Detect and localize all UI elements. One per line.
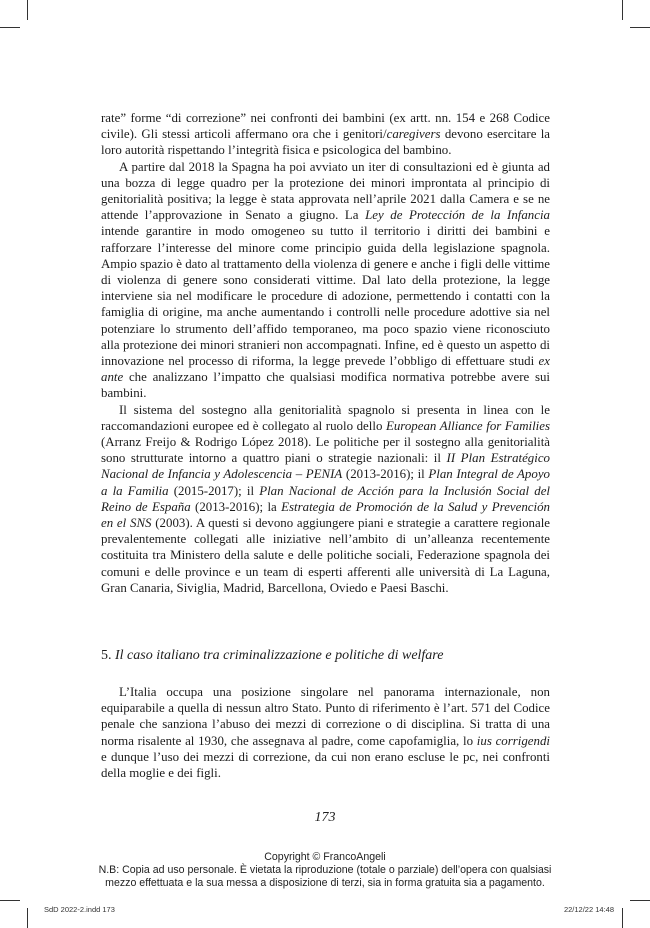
italic-run: Plan Nacional de Acción para la Inclusión Social del Reino de España	[101, 483, 550, 514]
crop-mark	[630, 27, 650, 28]
crop-mark	[27, 908, 28, 928]
italic-run: European Alliance for Families	[385, 418, 550, 433]
italic-run: ex ante	[101, 354, 550, 385]
section-heading	[101, 647, 550, 665]
body-text-lower	[101, 684, 550, 781]
section-title: Il caso italiano tra criminalizzazione e politiche di welfare	[115, 648, 444, 663]
text-run: (2015-2017); il	[168, 483, 260, 498]
text-run: (2013-2016); la	[190, 499, 282, 514]
copyright-notice	[0, 851, 650, 890]
page-number: 173	[314, 810, 336, 825]
copyright-line: N.B: Copia ad uso personale. È vietata la riproduzione (totale o parziale) dell’opera con qualsiasi	[98, 864, 552, 876]
paragraph	[101, 402, 550, 596]
text-run: (2003). A questi si devono aggiungere piani e strategie a carattere regionale prevalentemente collegati alle iniziative nell’ambito di un’alleanza recentemente costituita tra Ministero della salute e delle politiche sociali, Federazione spagnola dei comuni e delle province e un team di esperti afferenti alle università di La Laguna, Gran Canaria, Siviglia, Madrid, Barcellona, Oviedo e Paesi Baschi.	[101, 516, 550, 595]
italic-run: Estrategia de Promoción de la Salud y Prevención en el SNS	[101, 499, 551, 531]
section-number: 5.	[101, 648, 115, 663]
text-run: (2013-2016); il	[342, 467, 429, 482]
slug-file: SdD 2022-2.indd 173	[44, 905, 115, 914]
text-run: Il sistema del sostegno alla genitorialità spagnolo si presenta in linea con le raccomandazioni europee ed è collegato al ruolo dello	[101, 402, 550, 433]
crop-mark	[630, 900, 650, 901]
copyright-line: mezzo effettuata e la sua messa a disposizione di terzi, sia in forma gratuita sia a pagamento.	[105, 877, 545, 889]
crop-mark	[0, 27, 20, 28]
paragraph	[101, 159, 550, 402]
crop-mark	[622, 908, 623, 928]
italic-run: Plan Integral de Apoyo a la Familia	[101, 467, 550, 498]
italic-run: caregivers	[386, 127, 441, 142]
italic-run: Ley de Protección de la Infancia	[365, 208, 551, 223]
italic-run: ius corrigendi	[476, 733, 550, 748]
text-run: (Arranz Freijo & Rodrigo López 2018). Le politiche per il sostegno alla genitorialità sono strutturate intorno a quattro piani o strategie nazionali: il	[101, 435, 550, 466]
crop-mark	[0, 900, 20, 901]
text-run: che analizzano l’impatto che qualsiasi modifica normativa potrebbe avere sui bambini.	[101, 370, 550, 401]
crop-mark	[622, 0, 623, 20]
crop-mark	[27, 0, 28, 20]
text-run: intende garantire in modo omogeneo su tutto il territorio i diritti dei bambini e rafforzare l’interesse del minore come principio guida della legislazione spagnola. Ampio spazio è dato al trattamento della violenza di genere e anche i figli delle vittime di violenza di genere sono considerati vittime. Dal lato della protezione, la legge interviene sia nel modificare le procedure di adozione, permettendo i contatti con la famiglia di origine, ma anche aumentando i controlli nelle procedure adottive sia nel potenziare lo strumento dell’affido temporaneo, ma poco spazio viene riconosciuto alla protezione dei minori stranieri non accompagnati. Infine, ed è questo un aspetto di innovazione nel processo di riforma, la legge prevede l’obbligo di effettuare studi	[101, 224, 550, 369]
copyright-line: Copyright © FrancoAngeli	[264, 851, 386, 863]
paragraph	[101, 684, 550, 781]
body-text-upper	[101, 110, 550, 596]
text-run: rate” forme “di correzione” nei confronti dei bambini (ex artt. nn. 154 e 268 Codice civile). Gli stessi articoli affermano ora che i genitori/	[101, 111, 550, 142]
slug-datetime: 22/12/22 14:48	[563, 905, 614, 914]
italic-run: II Plan Estratégico Nacional de Infancia y Adolescencia – PENIA	[101, 451, 551, 482]
text-run: A partire dal 2018 la Spagna ha poi avviato un iter di consultazioni ed è giunta ad una bozza di legge quadro per la protezione dei minori improntata al principio di genitorialità positiva; la legge è stata approvata nell’aprile 2021 dalla Camera e se ne attende l’approvazione in Senato a giugno. La	[101, 159, 550, 223]
paragraph	[101, 110, 550, 159]
text-run: e dunque l’uso dei mezzi di correzione, da cui non erano escluse le pc, nei confronti della moglie e dei figli.	[101, 749, 550, 781]
text-run: L’Italia occupa una posizione singolare nel panorama internazionale, non equiparabile a quella di nessun altro Stato. Punto di riferimento è l’art. 571 del Codice penale che sanziona l’abuso dei mezzi di correzione o di disciplina. Si tratta di una norma risalente al 1930, che assegnava al padre, come capofamiglia, lo	[101, 685, 550, 748]
text-run: devono esercitare la loro autorità rispettando l’integrità fisica e psicologica del bambino.	[101, 127, 550, 158]
